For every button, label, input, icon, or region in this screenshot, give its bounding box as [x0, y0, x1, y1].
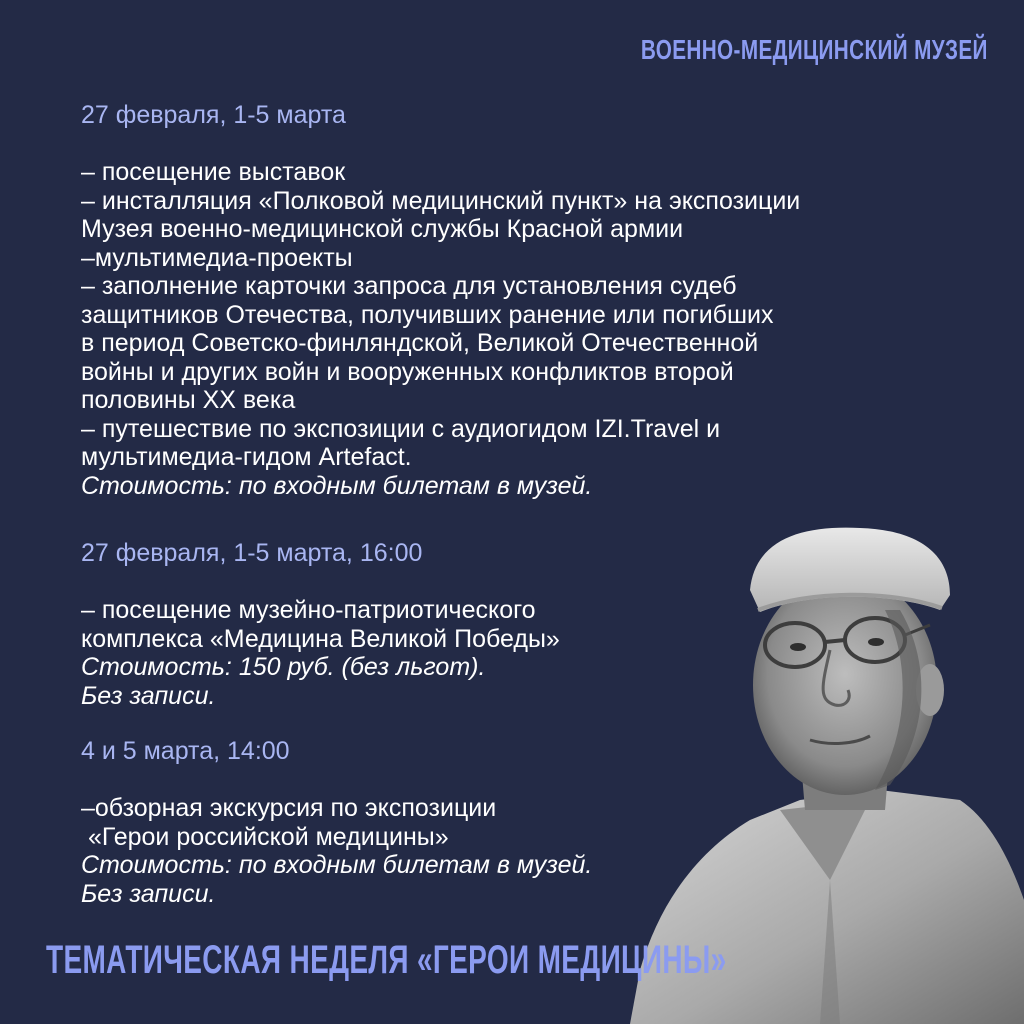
event-line: –обзорная экскурсия по экспозиции — [81, 794, 497, 822]
event-price-note: Стоимость: по входным билетам в музей. — [81, 471, 593, 500]
event-registration-note: Без записи. — [81, 879, 216, 908]
event-date-3: 4 и 5 марта, 14:00 — [81, 737, 290, 765]
event-line: защитников Отечества, получивших ранение или погибших — [81, 300, 774, 329]
event-line: – посещение музейно-патриотического — [81, 596, 536, 624]
event-line: комплекса «Медицина Великой Победы» — [81, 624, 560, 653]
event-line: в период Советско-финляндской, Великой Отечественной — [81, 329, 759, 357]
event-line: – заполнение карточки запроса для установления судеб — [81, 272, 737, 300]
event-line: мультимедиа-гидом Artefact. — [81, 443, 412, 471]
event-line: половины XX века — [81, 386, 296, 414]
event-registration-note: Без записи. — [81, 681, 216, 710]
thematic-week-title: ТЕМАТИЧЕСКАЯ НЕДЕЛЯ «ГЕРОИ МЕДИЦИНЫ» — [46, 938, 727, 982]
event-line: – посещение выставок — [81, 158, 346, 186]
event-line: – путешествие по экспозиции с аудиогидом IZI.Travel и — [81, 414, 721, 443]
event-date-2: 27 февраля, 1-5 марта, 16:00 — [81, 539, 423, 567]
event-line: Музея военно-медицинской службы Красной армии — [81, 215, 684, 243]
event-section-1 — [81, 100, 961, 500]
event-price-note: Стоимость: по входным билетам в музей. — [81, 851, 593, 879]
event-date-1: 27 февраля, 1-5 марта — [81, 101, 346, 129]
event-line: войны и других войн и вооруженных конфликтов второй — [81, 357, 734, 386]
event-price-note: Стоимость: 150 руб. (без льгот). — [81, 653, 486, 681]
event-line: –мультимедиа-проекты — [81, 243, 353, 272]
event-line: «Герои российской медицины» — [81, 822, 449, 851]
museum-brand-title: ВОЕННО-МЕДИЦИНСКИЙ МУЗЕЙ — [641, 34, 988, 65]
event-line: – инсталляция «Полковой медицинский пункт» на экспозиции — [81, 186, 801, 215]
